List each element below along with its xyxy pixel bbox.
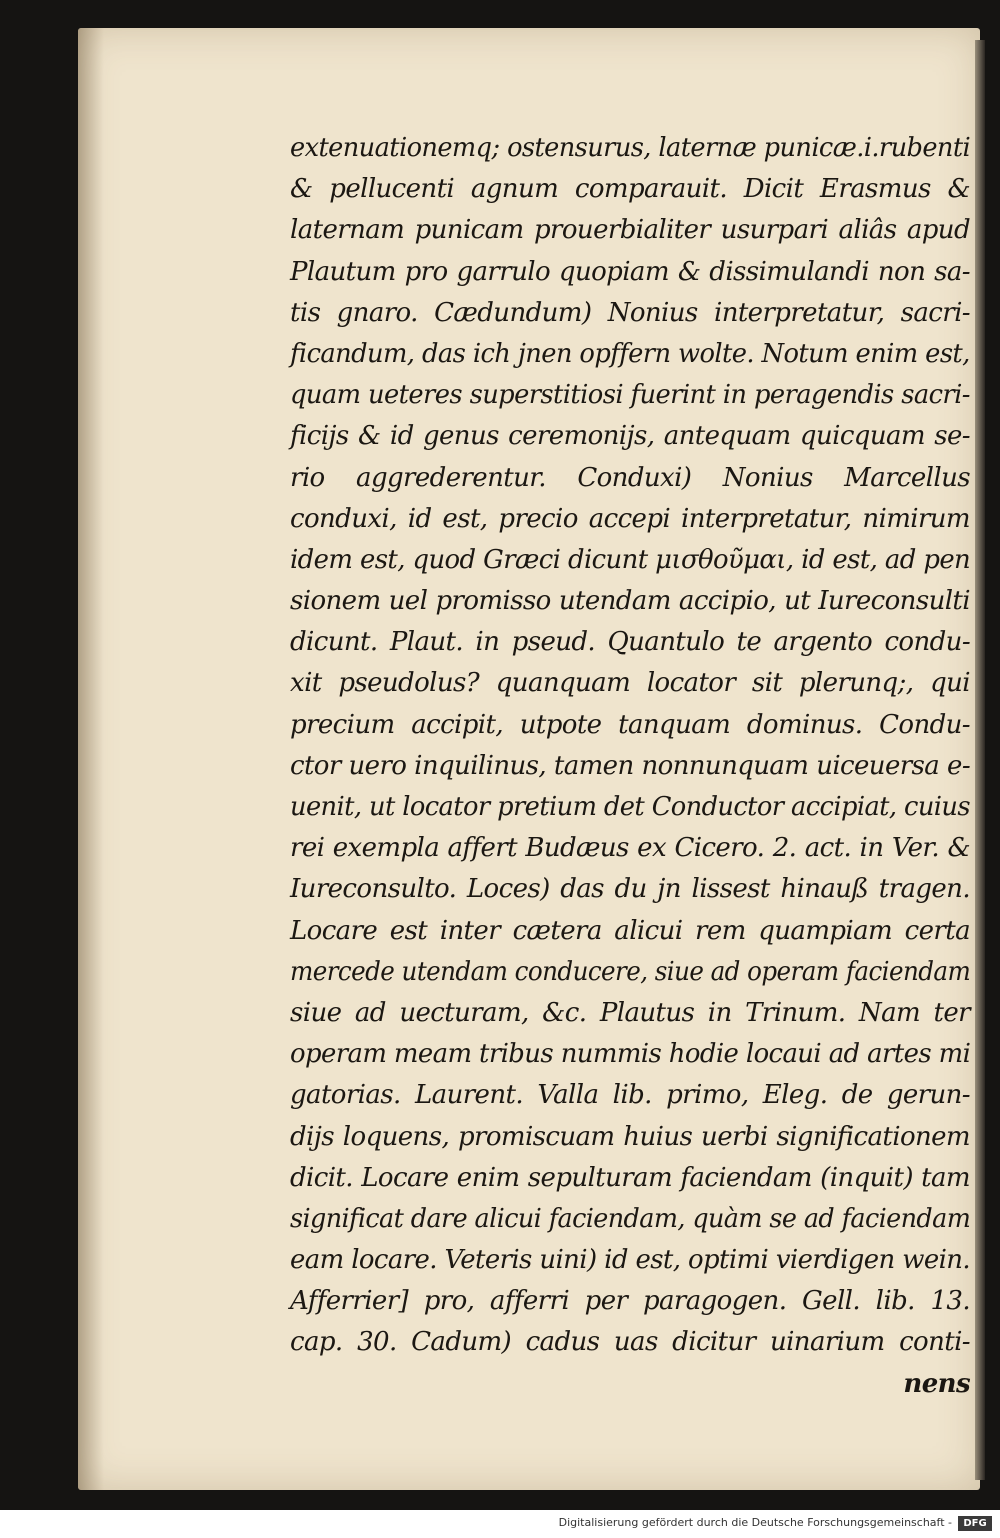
text-line: Plautum pro garrulo quopiam & dissimulandi non sa- (290, 256, 970, 287)
text-line: ctor uero inquilinus, tamen nonnunquam uiceuersa e- (290, 750, 970, 781)
text-line: mercede utendam conducere, siue ad operam faciendam (290, 956, 971, 987)
text-line: sionem uel promisso utendam accipio, ut Iureconsulti (290, 586, 970, 617)
text-line: eam locare. Veteris uini) id est, optimi vierdigen wein. (290, 1245, 971, 1276)
text-line: xit pseudolus? quanquam locator sit plerunq;, qui (290, 668, 970, 699)
text-line: uenit, ut locator pretium det Conductor accipiat, cuius (290, 792, 970, 822)
text-line: siue ad uecturam, &c. Plautus in Trinum. Nam ter (290, 997, 970, 1028)
text-line: cap. 30. Cadum) cadus uas dicitur uinarium conti- (290, 1327, 970, 1358)
footer-bar (0, 1510, 1000, 1538)
footer-credit: Digitalisierung gefördert durch die Deutsche Forschungsgemeinschaft - (558, 1516, 952, 1529)
text-line: Iureconsulto. Loces) das du jn lissest hinauß tragen. (290, 874, 970, 905)
text-line: laternam punicam prouerbialiter usurpari aliâs apud (290, 215, 970, 246)
text-line: dijs loquens, promiscuam huius uerbi significationem (290, 1121, 970, 1152)
page-edge (975, 40, 985, 1480)
text-line: operam meam tribus nummis hodie locaui ad artes mi (290, 1039, 971, 1070)
text-line: rei exempla affert Budæus ex Cicero. 2. act. in Ver. & (290, 833, 970, 864)
text-line: ficandum, das ich jnen opffern wolte. Notum enim est, (290, 338, 970, 369)
text-line: Locare est inter cætera alicui rem quampiam certa (290, 915, 970, 946)
text-line: ficijs & id genus ceremonijs, antequam quicquam se- (290, 421, 970, 452)
text-line: gatorias. Laurent. Valla lib. primo, Eleg. de gerun- (290, 1080, 970, 1111)
text-line: quam ueteres superstitiosi fuerint in peragendis sacri- (290, 380, 970, 411)
text-line: & pellucenti agnum comparauit. Dicit Erasmus & (290, 174, 970, 205)
text-line: idem est, quod Græci dicunt μισθοῦμαι, id est, ad pen (290, 544, 971, 575)
text-line: tis gnaro. Cædundum) Nonius interpretatur, sacri- (290, 297, 970, 328)
text-line: conduxi, id est, precio accepi interpretatur, nimirum (290, 503, 970, 534)
text-line: extenuationemq; ostensurus, laternæ punicæ.i.rubenti (290, 133, 971, 163)
page-text (290, 128, 970, 1405)
text-line: rio aggrederentur. Conduxi) Nonius Marcellus (290, 462, 970, 493)
text-line: precium accipit, utpote tanquam dominus. Condu- (290, 709, 970, 740)
text-line: significat dare alicui faciendam, quàm se ad faciendam (290, 1203, 971, 1234)
text-line: Afferrier] pro, afferri per paragogen. Gell. lib. 13. (290, 1286, 970, 1317)
dfg-logo: DFG (958, 1516, 992, 1531)
text-line: nens (903, 1368, 970, 1399)
text-line: dicunt. Plaut. in pseud. Quantulo te argento condu- (290, 627, 970, 658)
text-line: dicit. Locare enim sepulturam faciendam (inquit) tam (290, 1162, 970, 1193)
